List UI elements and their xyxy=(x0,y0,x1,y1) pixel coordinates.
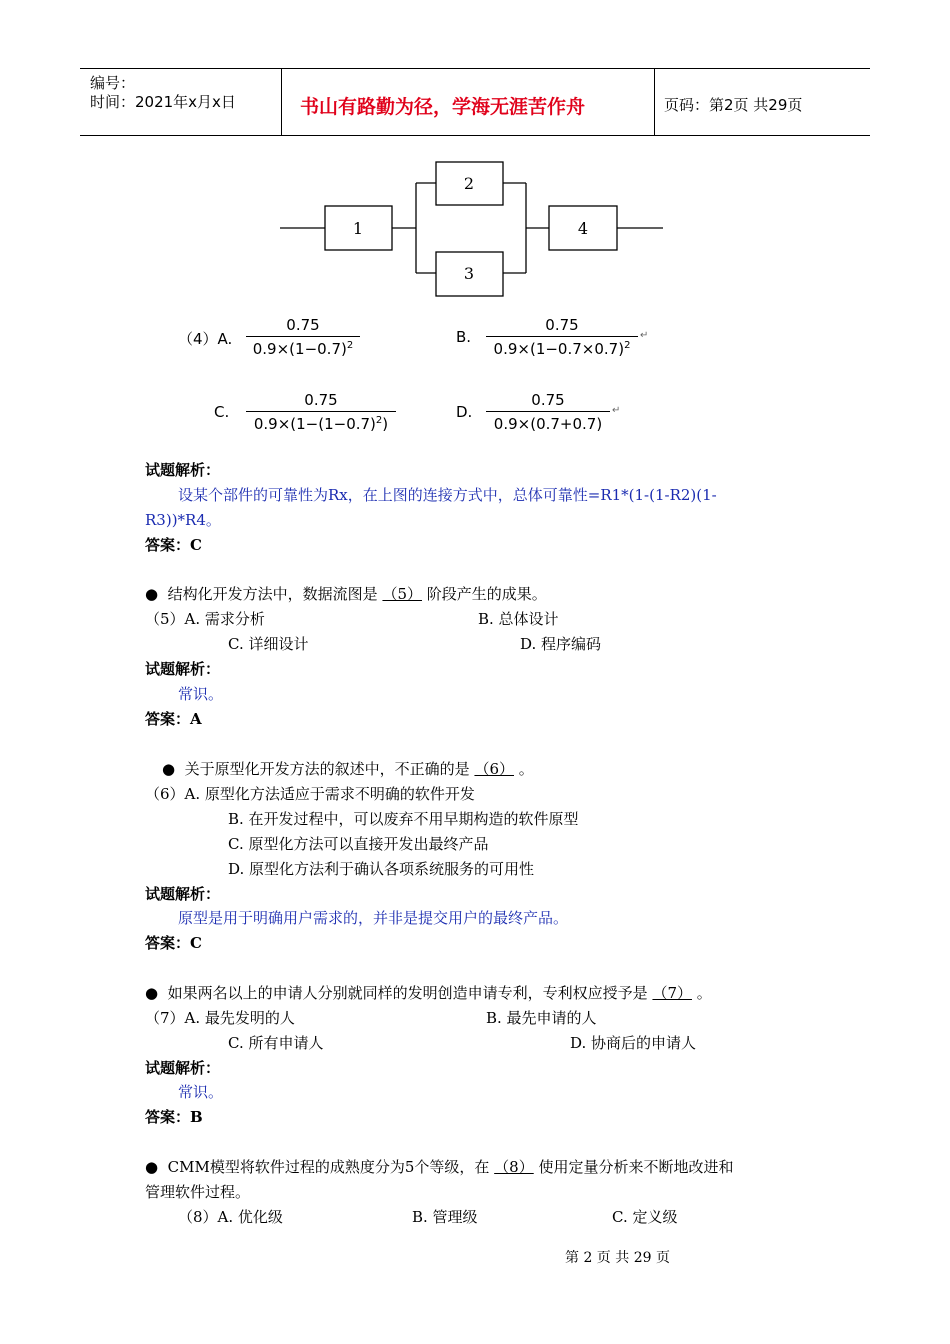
q6-stem: ● 关于原型化开发方法的叙述中，不正确的是 （6） 。 xyxy=(162,760,534,778)
q6-blank: （6） xyxy=(474,760,514,778)
q6-option-c: C. 原型化方法可以直接开发出最终产品 xyxy=(228,835,489,853)
document-time-label: 时间：2021年x月x日 xyxy=(90,93,236,111)
document-number-label: 编号： xyxy=(90,74,136,92)
q8-stem: ● CMM模型将软件过程的成熟度分为5个等级，在 （8） 使用定量分析来不断地改进和 xyxy=(145,1158,734,1176)
reliability-block-diagram xyxy=(278,160,668,305)
q5-analysis-label: 试题解析： xyxy=(145,660,221,678)
q7-analysis: 常识。 xyxy=(178,1083,224,1101)
q4-analysis-line1: 设某个部件的可靠性为Rx，在上图的连接方式中，总体可靠性=R1*(1-(1-R2)(1- xyxy=(178,486,717,504)
q4-b-numerator: 0.75 xyxy=(545,316,579,334)
block-1-label: 1 xyxy=(352,219,364,238)
q8-option-b: B. 管理级 xyxy=(412,1208,478,1226)
q4-c-denominator: 0.9×(1−(1−0.7) xyxy=(253,415,376,433)
q8-blank: （8） xyxy=(494,1158,534,1176)
q6-answer: 答案：C xyxy=(145,934,202,952)
q7-option-d: D. 协商后的申请人 xyxy=(570,1034,697,1052)
q5-answer: 答案：A xyxy=(145,710,202,728)
return-mark: ↵ xyxy=(612,405,621,416)
return-mark: ↵ xyxy=(640,330,649,341)
q7-option-c: C. 所有申请人 xyxy=(228,1034,324,1052)
q5-option-d: D. 程序编码 xyxy=(520,635,602,653)
q4-a-numerator: 0.75 xyxy=(286,316,320,334)
q4-analysis-label: 试题解析： xyxy=(145,461,221,479)
q7-stem: ● 如果两名以上的申请人分别就同样的发明创造申请专利，专利权应授予是 （7） 。 xyxy=(145,984,712,1002)
q6-option-a: （6）A. 原型化方法适应于需求不明确的软件开发 xyxy=(145,785,475,803)
q5-option-b: B. 总体设计 xyxy=(478,610,559,628)
header-motto: 书山有路勤为径，学海无涯苦作舟 xyxy=(300,96,586,118)
q4-option-a-formula: 0.75 $0.9\times(1-0.7)^2$ xyxy=(246,316,360,358)
q4-option-b-formula: 0.75 $0.9\times(1-0.7\times 0.7)^2$ xyxy=(486,316,638,358)
q7-blank: （7） xyxy=(652,984,692,1002)
q4-option-a-prefix: （4）A. xyxy=(178,330,233,348)
q4-option-c-label: C. xyxy=(214,403,230,421)
block-2-label: 2 xyxy=(463,174,475,193)
q8-option-c: C. 定义级 xyxy=(612,1208,678,1226)
q6-option-d: D. 原型化方法利于确认各项系统服务的可用性 xyxy=(228,860,535,878)
q4-c-numerator: 0.75 xyxy=(304,391,338,409)
q8-option-a: （8）A. 优化级 xyxy=(178,1208,283,1226)
q4-b-denominator: 0.9×(1−0.7×0.7) xyxy=(493,340,625,358)
bullet-icon: ● xyxy=(162,760,176,778)
q4-option-d-label: D. xyxy=(456,403,473,421)
q7-option-a: （7）A. 最先发明的人 xyxy=(145,1009,295,1027)
q4-answer: 答案：C xyxy=(145,536,202,554)
q7-option-b: B. 最先申请的人 xyxy=(486,1009,597,1027)
q4-a-denominator: 0.9×(1−0.7) xyxy=(252,340,347,358)
block-3-label: 3 xyxy=(463,264,475,283)
q6-analysis-label: 试题解析： xyxy=(145,885,221,903)
q6-analysis: 原型是用于明确用户需求的，并非是提交用户的最终产品。 xyxy=(178,909,569,927)
q7-analysis-label: 试题解析： xyxy=(145,1059,221,1077)
bullet-icon: ● xyxy=(145,1158,159,1176)
q4-option-b-label: B. xyxy=(456,328,472,346)
page-indicator: 页码：第2页 共29页 xyxy=(664,96,803,114)
q5-option-a: （5）A. 需求分析 xyxy=(145,610,265,628)
q6-option-b: B. 在开发过程中，可以废弃不用早期构造的软件原型 xyxy=(228,810,579,828)
block-4-label: 4 xyxy=(577,219,589,238)
bullet-icon: ● xyxy=(145,585,159,603)
q5-option-c: C. 详细设计 xyxy=(228,635,309,653)
q4-option-c-formula: 0.75 $0.9\times(1-(1-0.7)^2)$ xyxy=(246,391,396,433)
q4-option-d-formula xyxy=(486,391,610,433)
bullet-icon: ● xyxy=(145,984,159,1002)
q8-stem-line2: 管理软件过程。 xyxy=(145,1183,251,1201)
q4-d-numerator: 0.75 xyxy=(531,391,565,409)
q4-analysis-line2: R3))*R4。 xyxy=(145,511,221,529)
q5-stem: ● 结构化开发方法中，数据流图是 （5） 阶段产生的成果。 xyxy=(145,585,547,603)
page-footer: 第 2 页 共 29 页 xyxy=(565,1250,670,1266)
q5-analysis: 常识。 xyxy=(178,685,224,703)
q7-answer: 答案：B xyxy=(145,1108,203,1126)
q4-d-denominator: 0.9×(0.7+0.7) xyxy=(493,415,603,433)
q5-blank: （5） xyxy=(382,585,422,603)
